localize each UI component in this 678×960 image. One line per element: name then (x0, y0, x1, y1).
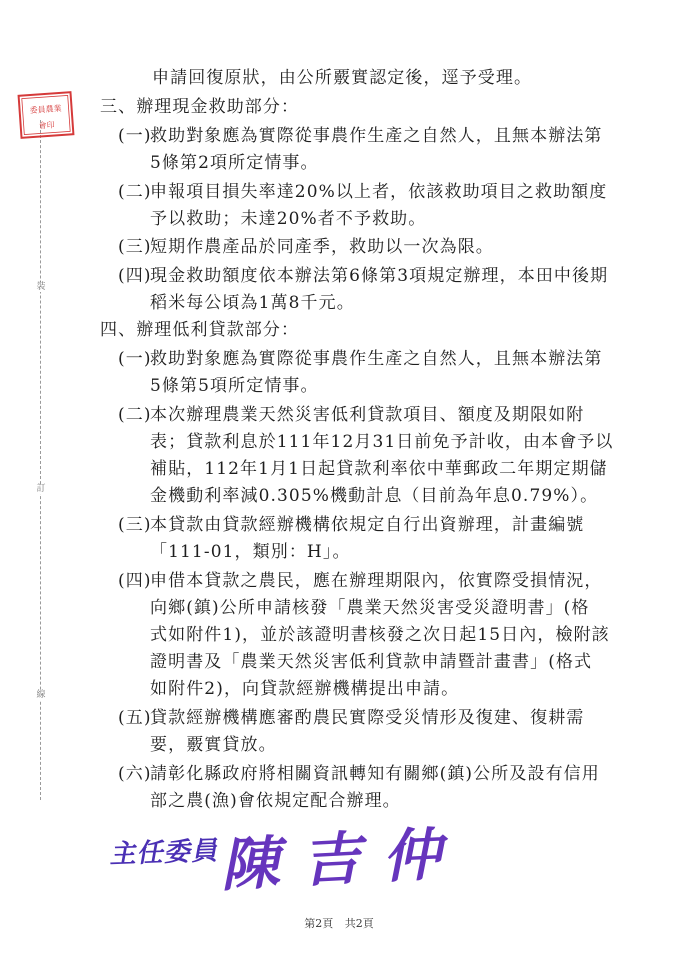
s4-item-3-line-2: 「111-01，類別：H」。 (150, 542, 351, 562)
s4-item-4-label: (四) (118, 571, 152, 591)
s3-item-1-line-1: 救助對象應為實際從事農作生產之自然人，且無本辦法第 (150, 126, 603, 146)
s4-item-2-line-1: 本次辦理農業天然災害低利貸款項目、額度及期限如附 (150, 405, 585, 425)
s4-item-4-line-3: 式如附件1)，並於該證明書核發之次日起15日內，檢附該 (150, 625, 610, 645)
seal-text-2: 委員 (29, 105, 46, 116)
s4-item-4-line-5: 如附件2)，向貸款經辦機構提出申請。 (150, 679, 460, 699)
s3-item-2-line-1: 申報項目損失率達20%以上者，依該救助項目之救助額度 (150, 182, 608, 202)
s4-item-2-line-4: 金機動利率減0.305%機動計息（目前為年息0.79%）。 (150, 486, 599, 506)
section-4-heading: 四、辦理低利貸款部分： (100, 320, 300, 340)
binding-mark-xian: 線 (36, 690, 46, 700)
s3-item-1-line-2: 5條第2項所定情事。 (150, 153, 319, 173)
s4-item-3-label: (三) (118, 515, 152, 535)
seal-text-3: 會印 (38, 120, 56, 131)
s4-item-2-line-2: 表；貸款利息於111年12月31日前免予計收，由本會予以 (150, 432, 614, 452)
page-total: 共2頁 (344, 917, 374, 930)
s4-item-5-label: (五) (118, 708, 152, 728)
s3-item-3-label: (三) (118, 237, 152, 257)
s3-item-4-label: (四) (118, 266, 152, 286)
seal-text-1: 農業 (45, 103, 62, 115)
s4-item-1-line-2: 5條第5項所定情事。 (150, 376, 319, 396)
page-footer (0, 915, 678, 931)
s3-item-4-line-2: 稻米每公頃為1萬8千元。 (150, 293, 355, 313)
s4-item-6-line-1: 請彰化縣政府將相關資訊轉知有關鄉(鎮)公所及設有信用 (150, 764, 600, 784)
s4-item-5-line-2: 要，覈實貸放。 (150, 735, 277, 755)
s4-item-2-line-3: 補貼，112年1月1日起貸款利率依中華郵政二年期定期儲 (150, 459, 608, 479)
s4-item-3-line-1: 本貸款由貸款經辦機構依規定自行出資辦理，計畫編號 (150, 515, 585, 535)
s3-item-4-line-1: 現金救助額度依本辦法第6條第3項規定辦理，本田中後期 (150, 266, 609, 286)
s4-item-4-line-4: 證明書及「農業天然災害低利貸款申請暨計畫書」(格式 (150, 652, 593, 672)
official-seal-stamp (16, 90, 75, 140)
s3-item-3-line-1: 短期作農產品於同產季，救助以一次為限。 (150, 237, 494, 257)
s4-item-6-line-2: 部之農(漁)會依規定配合辦理。 (150, 791, 401, 811)
s3-item-2-line-2: 予以救助；未達20%者不予救助。 (150, 209, 427, 229)
s4-item-4-line-2: 向鄉(鎮)公所申請核發「農業天然災害受災證明書」(格 (150, 598, 590, 618)
s4-item-4-line-1: 申借本貸款之農民，應在辦理期限內，依實際受損情況， (150, 571, 603, 591)
section-3-heading: 三、辦理現金救助部分： (100, 97, 300, 117)
continuation-line: 申請回復原狀，由公所覈實認定後，逕予受理。 (152, 68, 533, 88)
signature-title: 主任委員 (108, 836, 223, 870)
signature-name: 陳吉仲 (218, 818, 476, 900)
s4-item-5-line-1: 貸款經辦機構應審酌農民實際受災情形及復建、復耕需 (150, 708, 585, 728)
s4-item-1-line-1: 救助對象應為實際從事農作生產之自然人，且無本辦法第 (150, 349, 603, 369)
s4-item-1-label: (一) (118, 349, 152, 369)
s4-item-6-label: (六) (118, 764, 152, 784)
s3-item-2-label: (二) (118, 182, 152, 202)
s4-item-2-label: (二) (118, 405, 152, 425)
page-number: 第2頁 (304, 917, 334, 930)
binding-mark-ding: 訂 (36, 484, 46, 494)
s3-item-1-label: (一) (118, 126, 152, 146)
binding-mark-zhuang: 裝 (36, 282, 46, 292)
